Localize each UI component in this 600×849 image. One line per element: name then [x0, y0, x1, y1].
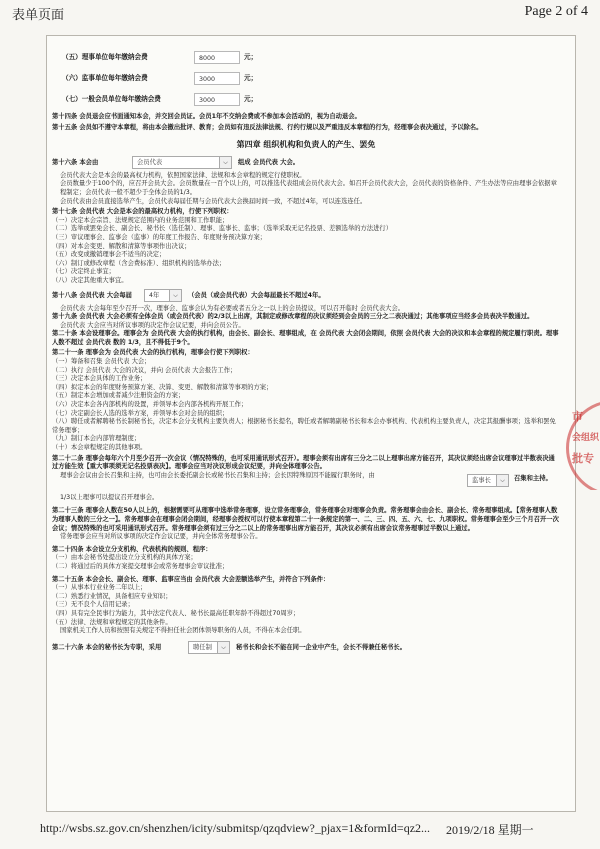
official-seal — [566, 400, 600, 490]
article-22-convener-row — [52, 472, 560, 490]
convener-suffix: 召集和主持。 — [514, 474, 552, 482]
list-item: （二）将通过后的具体方案提交理事会或常务理事会审议批准； — [52, 562, 229, 570]
fee-input[interactable]: 3000 — [194, 93, 240, 106]
article-17-list — [52, 217, 560, 286]
convener-select[interactable] — [467, 474, 509, 487]
fee-label: （七）一般会员单位每年缴纳会费 — [62, 95, 161, 103]
list-item: （二）选举或罢免会长、副会长、秘书长（选任制）、理事、监事长、监事；（选举采取无记名投票、差额选举的方法进行） — [52, 225, 393, 233]
article-23: 第二十三条 理事会人数在50人以上的，根据需要可从理事中选举常务理事，设立常务理事会，常务理事会对理事会负责。常务理事会由会长、副会长、常务理事组成。【常务理事人数为理事人数的三分之一】。常务理事会在理事会闭会期间，经理事会授权可以行使本章程第二十一条规定的第一、二、三、四、五、六、七、九项职权。常务理事会至少三个月召开一次会议；情况特殊的也可采用通讯形式召开。常务理事会须有过三分之二以上的常务理事出席方能召开，其决议必须有出席会议常务理事过半数以上通过。 — [52, 507, 559, 532]
paragraph: 会员代表大会是本会的最高权力机构，依照国家法律、法规和本会章程的规定行使职权。 — [60, 171, 306, 179]
article-18-row — [52, 289, 560, 305]
article-16-suffix: 组成 会员代表 大会。 — [238, 158, 300, 166]
fee-unit: 元； — [244, 74, 258, 82]
list-item: （一）筹备和召集 会员代表 大会； — [52, 358, 151, 366]
article-20: 第二十条 本会设理事会。理事会为 会员代表 大会的执行机构，由会长、副会长、理事组成，在 会员代表 大会闭会期间，依照 会员代表 大会的决议和本会章程的规定履行职责。理事人数不超过 会员代表 数的 1/3，且不得低于9个。 — [52, 330, 559, 346]
list-item: （七）决定终止事宜； — [52, 268, 115, 276]
footer-url: http://wsbs.sz.gov.cn/shenzhen/icity/submitsp/qzqdview?_pjax=1&formId=qz2... — [40, 821, 431, 835]
list-item: （一）由本会秘书处提出设立分支机构的具体方案； — [52, 554, 197, 562]
article-17: 第十七条 会员代表 大会是本会的最高权力机构，行使下列职权： — [52, 208, 233, 216]
page-header-title: 表单页面 — [12, 8, 65, 23]
article-15: 第十五条 会员如不遵守本章程，将由本会撤出批评、教育；会员如有违反法律法规、行约行规以及严重违反本章程的行为，经理事会表决通过，予以除名。 — [52, 123, 483, 131]
list-item: （七）决定副会长人选的选举方案，并领导本会对会员的组织； — [52, 409, 229, 417]
paragraph: 国家机关工作人员和按照有关规定不得担任社会团体领导职务的人员，不得在本会任职。 — [60, 627, 306, 635]
fee-unit: 元； — [244, 95, 258, 103]
appointment-select[interactable] — [188, 641, 230, 654]
article-22: 第二十二条 理事会每年六个月至少召开一次会议（情况特殊的，也可采用通讯形式召开）。理事会须有出席有三分之二以上理事出席方能召开，其决议须经出席会议理事过半数表决通过方能生效【重大事项须无记名投票表决】。理事会应当对决议形成会议纪要，并向全体理事公告。 — [52, 454, 555, 471]
form-content — [52, 48, 560, 657]
convener-select-value: 监事长 — [472, 476, 491, 484]
article-24: 第二十四条 本会设立分支机构、代表机构的规则、程序： — [52, 545, 212, 553]
term-select-value: 4年 — [149, 291, 160, 299]
fee-row — [52, 90, 560, 111]
paragraph: 理事会会议由会长召集和主持，也可由会长委托副会长或秘书长召集和主持；会长因特殊原因不能履行职务时，由 — [60, 471, 375, 479]
fee-row — [52, 48, 560, 69]
list-item: （一）决定本会宗旨、法规规定范围内的业务范围和工作职能； — [52, 216, 229, 224]
article-25: 第二十五条 本会会长、副会长、理事、监事应当由 会员代表 大会差额选举产生，并符合下列条件： — [52, 575, 330, 583]
list-item: （四）拟定本会的年度财务预算方案、决算、变更、解散和清算等事项的方案； — [52, 383, 273, 391]
fee-label: （五）理事单位每年缴纳会费 — [62, 53, 148, 61]
seal-text: 市 — [572, 410, 583, 423]
list-item: （四）具有完全民事行为能力，其中法定代表人、秘书长最高任职年龄不得超过70周岁； — [52, 609, 300, 617]
chapter-heading: 第四章 组织机构和负责人的产生、罢免 — [236, 140, 376, 150]
fee-input[interactable]: 8000 — [194, 51, 240, 64]
list-item: （三）审议理事会、监事会（监事）的年度工作报告、年度财务预决算方案； — [52, 233, 267, 241]
list-item: （二）熟悉行业情况，具备相应专业知识； — [52, 592, 172, 600]
list-item: （二）执行 会员代表 大会的决议，并向 会员代表 大会报告工作； — [52, 366, 237, 374]
list-item: （五）制定本会增加或者减少注册资金的方案； — [52, 392, 185, 400]
seal-text: 批专 — [572, 452, 594, 465]
composition-select-value: 会员代表 — [137, 158, 163, 166]
term-select[interactable] — [144, 289, 182, 302]
chevron-down-icon: ⌵ — [169, 290, 181, 301]
article-19: 第十九条 会员代表 大会必须有全体会员（或会员代表）的2/3以上出席，其制定或修改章程的决议须经到会会员的三分之二表决通过；其他事项应当经多会员表决半数通过。 — [52, 313, 534, 321]
article-18-suffix: （会员（或会员代表）大会每届最长不超过4年。 — [188, 291, 325, 299]
article-26-prefix: 第二十六条 本会的秘书长为专职，采用 — [52, 643, 162, 651]
list-item: （三）无不良个人信用记录； — [52, 601, 134, 609]
paragraph: 1/3以上理事可以提议召开理事会。 — [60, 493, 159, 501]
paragraph: 会员代表 大会每年至少召开一次，理事会、监事会认为有必要或者五分之一以上的会员提议，可以召开临时 会员代表大会。 — [60, 304, 405, 312]
article-26-suffix: 秘书长和会长不能在同一企业中产生，会长不得兼任秘书长。 — [236, 643, 407, 651]
list-item: （八）决定其他重大事宜。 — [52, 276, 128, 284]
composition-select[interactable] — [132, 156, 232, 169]
list-item: （八）聘任或者解聘秘书长制秘书长，决定本会分支机构主要负责人；根据秘书长提名，聘任或者解聘副秘书长和本会办事机构、代表机构主要负责人，决定其报酬事项；选举和罢免常务理事； — [52, 418, 556, 434]
fee-input[interactable]: 3000 — [194, 72, 240, 85]
article-21-list — [52, 358, 560, 453]
list-item: （五）法律、法规和章程规定的其他条件。 — [52, 618, 172, 626]
list-item: （一）从事本行业业务二年以上； — [52, 584, 147, 592]
list-item: （六）决定本会各内部机构的设置，并领导本会内部各机构开展工作； — [52, 401, 248, 409]
page-number: Page 2 of 4 — [524, 4, 588, 19]
chevron-down-icon: ⌵ — [217, 642, 229, 653]
chevron-down-icon: ⌵ — [219, 157, 231, 168]
paragraph: 常务理事会应当对所议事项的决定作会议记要，并向全体常务理事公告。 — [60, 533, 262, 541]
chevron-down-icon: ⌵ — [496, 475, 508, 486]
fee-unit: 元； — [244, 53, 258, 61]
seal-text: 会组织 — [572, 433, 600, 443]
paragraph: 会员代表 大会应当对所议事项的决定作会议记要，并向会员公告。 — [60, 321, 245, 329]
article-16-body — [52, 172, 560, 206]
list-item: （六）制订或修改章程（含会费标准）、组织机构的选举办法； — [52, 259, 226, 267]
appointment-select-value: 聘任制 — [193, 643, 212, 651]
fee-label: （六）监事单位每年缴纳会费 — [62, 74, 148, 82]
article-21: 第二十一条 理事会为 会员代表 大会的执行机构，理事会行使下列职权： — [52, 349, 254, 357]
list-item: （九）制订本会内部管理制度； — [52, 435, 141, 443]
footer-date: 2019/2/18 星期一 — [446, 823, 534, 837]
list-item: （三）决定本会具体的工作业务； — [52, 375, 147, 383]
article-18-body — [52, 305, 560, 348]
article-25-list — [52, 584, 560, 636]
paragraph: 会员数量少于100个的，应召开会员大会。会员数量在一百个以上的，可以推选代表组成会员代表大会。如召开会员代表大会，会员代表的资格条件、产生办法等应由理事会依据章程制定；会员代表一般不超少于全体会员的1/3。 — [60, 180, 557, 196]
article-16-row — [52, 156, 560, 172]
article-18-prefix: 第十八条 会员代表 大会每届 — [52, 291, 132, 299]
list-item: （十）本会章程规定的其他事项。 — [52, 444, 147, 451]
article-14: 第十四条 会员退会应书面通知本会，并交回会员证。会员1年不交纳会费或不参加本会活动的，视为自动退会。 — [52, 113, 361, 120]
paragraph: 会员代表由会员直接选举产生，会员代表每届任期与会员代表大会换届时间一致，不超过4年，可以连选连任。 — [60, 197, 367, 205]
article-26-row — [52, 641, 560, 657]
article-24-list — [52, 554, 560, 571]
list-item: （四）对本会变更、解散和清算等事项作出决议； — [52, 242, 191, 250]
article-16-prefix: 第十六条 本会由 — [52, 158, 99, 166]
list-item: （五）改变或撤销理事会不适当的决定； — [52, 251, 166, 259]
fee-row — [52, 69, 560, 90]
